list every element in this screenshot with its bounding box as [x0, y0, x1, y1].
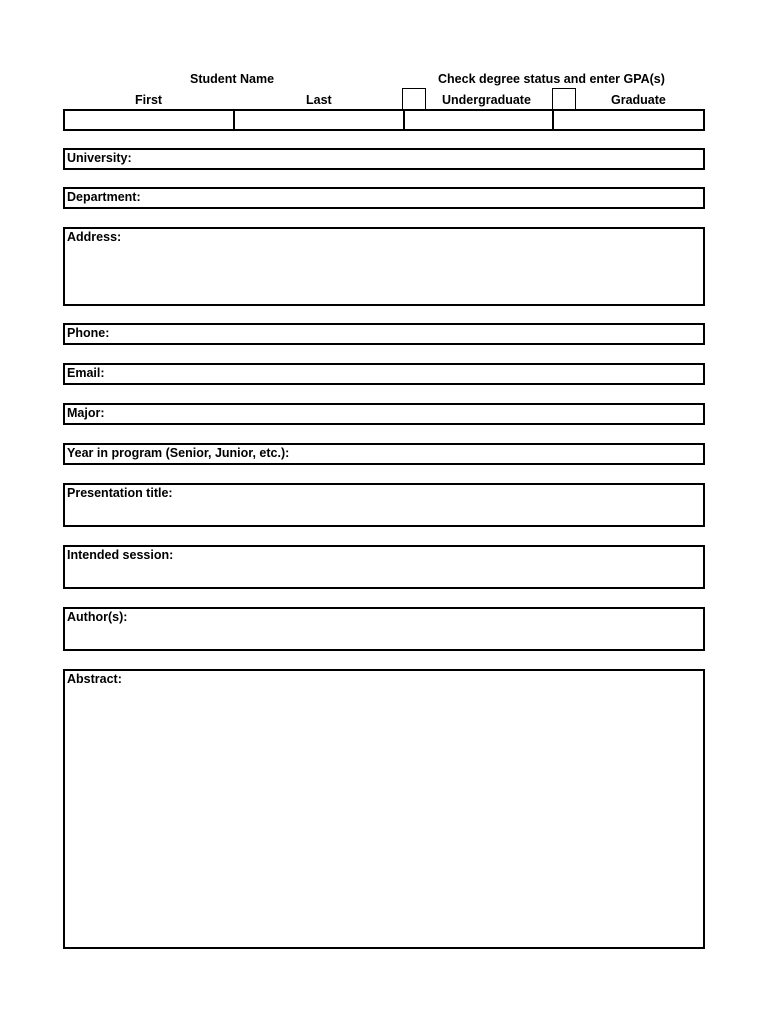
- department-label: Department:: [67, 190, 141, 204]
- last-name-label: Last: [306, 93, 332, 107]
- first-name-label: First: [135, 93, 163, 107]
- address-label: Address:: [67, 230, 122, 244]
- undergraduate-label: Undergraduate: [442, 93, 531, 107]
- authors-field[interactable]: [63, 607, 705, 651]
- year-in-program-field[interactable]: [63, 443, 705, 465]
- graduate-label: Graduate: [611, 93, 666, 107]
- department-field[interactable]: [63, 187, 705, 209]
- student-name-title: Student Name: [190, 72, 275, 86]
- undergraduate-checkbox[interactable]: [402, 88, 426, 110]
- email-label: Email:: [67, 366, 105, 380]
- first-name-field[interactable]: [63, 109, 235, 131]
- major-label: Major:: [67, 406, 105, 420]
- last-name-field[interactable]: [233, 109, 405, 131]
- abstract-field[interactable]: [63, 669, 705, 949]
- university-field[interactable]: [63, 148, 705, 170]
- university-label: University:: [67, 151, 132, 165]
- year-in-program-label: Year in program (Senior, Junior, etc.):: [67, 446, 290, 460]
- address-field[interactable]: [63, 227, 705, 306]
- authors-label: Author(s):: [67, 610, 128, 624]
- presentation-title-field[interactable]: [63, 483, 705, 527]
- email-field[interactable]: [63, 363, 705, 385]
- abstract-label: Abstract:: [67, 672, 122, 686]
- intended-session-label: Intended session:: [67, 548, 174, 562]
- graduate-gpa-field[interactable]: [552, 109, 705, 131]
- undergraduate-gpa-field[interactable]: [403, 109, 554, 131]
- phone-label: Phone:: [67, 326, 110, 340]
- phone-field[interactable]: [63, 323, 705, 345]
- major-field[interactable]: [63, 403, 705, 425]
- graduate-checkbox[interactable]: [552, 88, 576, 110]
- degree-status-title: Check degree status and enter GPA(s): [438, 72, 665, 86]
- presentation-title-label: Presentation title:: [67, 486, 173, 500]
- intended-session-field[interactable]: [63, 545, 705, 589]
